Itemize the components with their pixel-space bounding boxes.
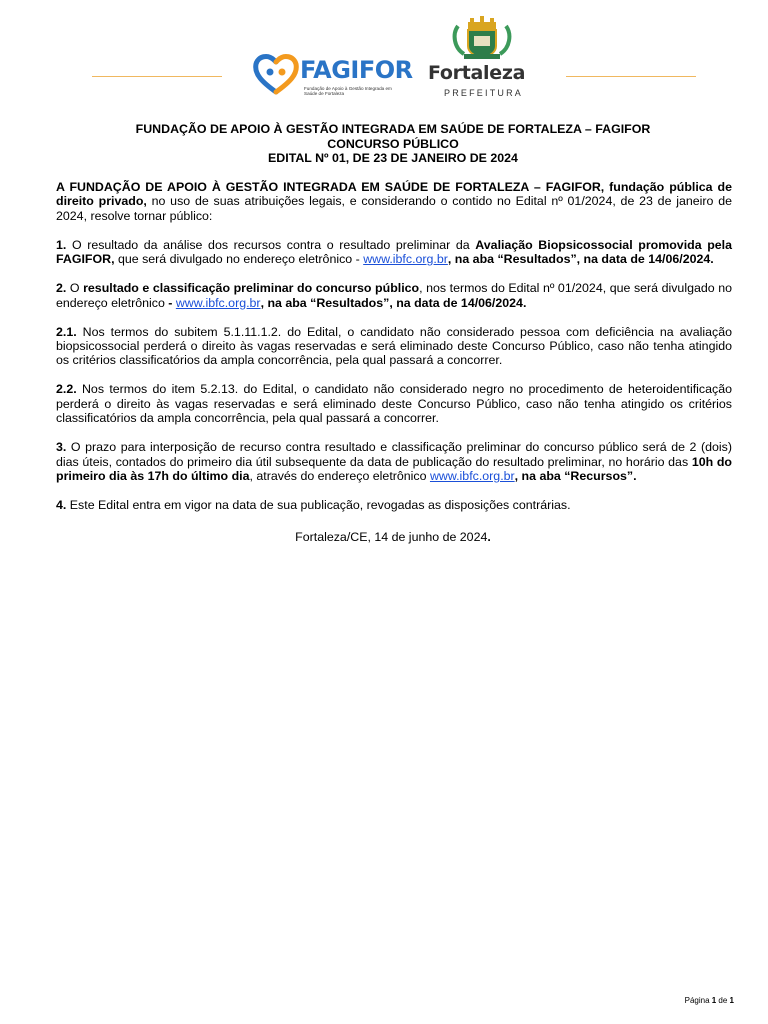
title-edital: EDITAL Nº 01, DE 23 DE JANEIRO DE 2024 [268, 151, 518, 166]
header-rule-left [92, 76, 222, 77]
page-total: 1 [729, 996, 734, 1005]
item-1-text-2: que será divulgado no endereço eletrônico - [114, 252, 364, 267]
item-4-number: 4. [56, 498, 67, 513]
item-3-number: 3. [56, 440, 67, 455]
fagifor-wordmark: FAGIFOR [300, 56, 413, 84]
item-1 [56, 238, 732, 267]
fagifor-heart-icon [252, 52, 300, 96]
page-label: Página [684, 996, 712, 1005]
item-2-1-number: 2.1. [56, 324, 77, 339]
item-2-number: 2. [56, 281, 67, 296]
item-2-1 [56, 325, 732, 368]
edital-body [56, 180, 732, 527]
fagifor-tagline: Fundação de Apoio à Gestão Integrada em Saúde de Fortaleza [304, 86, 392, 97]
prefeitura-fortaleza-logo [424, 14, 544, 104]
item-3-text: O prazo para interposição de recurso contra resultado e classificação preliminar do concurso público será de 2 (dois) dias úteis, contados do primeiro dia útil subsequente da data de publicação do resultado preliminar, no horário das [56, 440, 732, 469]
title-contest: CONCURSO PÚBLICO [327, 136, 459, 151]
item-1-bold-2: , na aba “Resultados”, na data de 14/06/2024. [447, 252, 714, 267]
item-2-2-number: 2.2. [56, 382, 77, 397]
header-rule-right [566, 76, 696, 77]
prefeitura-label: PREFEITURA [444, 88, 524, 98]
item-1-number: 1. [56, 237, 67, 252]
item-2 [56, 281, 732, 310]
fagifor-logo [252, 52, 412, 108]
item-2-link[interactable]: www.ibfc.org.br [175, 295, 261, 310]
item-3 [56, 440, 732, 483]
item-1-link[interactable]: www.ibfc.org.br [363, 252, 448, 267]
item-2-1-text: Nos termos do subitem 5.1.11.1.2. do Edital, o candidato não considerado pessoa com deficiência na avaliação biopsicossocial perderá o direito às vagas reservadas e será eliminado deste Concurso Público, caso não tenha atingido os critérios classificatórios da ampla concorrência, pela qual passará a concorrer. [56, 324, 732, 368]
item-4 [56, 498, 732, 512]
closing-text: Fortaleza/CE, 14 de junho de 2024 [295, 530, 488, 544]
item-3-link[interactable]: www.ibfc.org.br [429, 469, 515, 484]
item-2-bold: resultado e classificação preliminar do concurso público [83, 281, 420, 296]
intro-bold: A FUNDAÇÃO DE APOIO À GESTÃO INTEGRADA EM SAÚDE DE FORTALEZA – FAGIFOR, fundação pública de direito privado, [56, 180, 732, 209]
item-2-2 [56, 382, 732, 425]
fortaleza-wordmark: Fortaleza [428, 62, 526, 84]
item-1-text: O resultado da análise dos recursos contra o resultado preliminar da [66, 237, 476, 252]
item-1-bold: Avaliação Biopsicossocial promovida pela FAGIFOR, [56, 237, 732, 267]
intro-paragraph [56, 180, 732, 223]
intro-text: no uso de suas atribuições legais, e considerando o contido no Edital nº 01/2024, de 23 de janeiro de 2024, resolve tornar público: [56, 194, 733, 223]
item-2-bold-2: , na aba “Resultados”, na data de 14/06/2024. [260, 295, 527, 310]
item-3-bold-2: , na aba “Recursos”. [514, 469, 637, 484]
item-3-text-2: , através do endereço eletrônico [249, 469, 430, 484]
item-3-bold: 10h do primeiro dia às 17h do último dia [56, 454, 732, 484]
closing-date [0, 530, 768, 544]
item-2-2-text: Nos termos do item 5.2.13. do Edital, o candidato não considerado negro no procedimento de heteroidentificação perderá o direito às vagas reservadas e será eliminado deste Concurso Público, caso não tenha atingido os critérios classificatórios da ampla concorrência, pela qual passará a concorrer. [56, 382, 732, 426]
title-institution: FUNDAÇÃO DE APOIO À GESTÃO INTEGRADA EM SAÚDE DE FORTALEZA – FAGIFOR [135, 122, 651, 136]
item-2-dash: - [168, 295, 176, 310]
page-of: de [716, 996, 730, 1005]
city-crest-icon [450, 14, 514, 62]
item-2-text-2: , nos termos do Edital nº 01/2024, que será divulgado no endereço eletrônico [56, 281, 732, 310]
page-current: 1 [711, 996, 717, 1005]
page-number [685, 996, 734, 1005]
item-4-text: Este Edital entra em vigor na data de sua publicação, revogadas as disposições contrárias. [66, 498, 571, 513]
closing-period: . [487, 530, 491, 544]
edital-titles [0, 122, 768, 166]
document-header [0, 14, 768, 104]
item-2-text: O [66, 281, 84, 296]
